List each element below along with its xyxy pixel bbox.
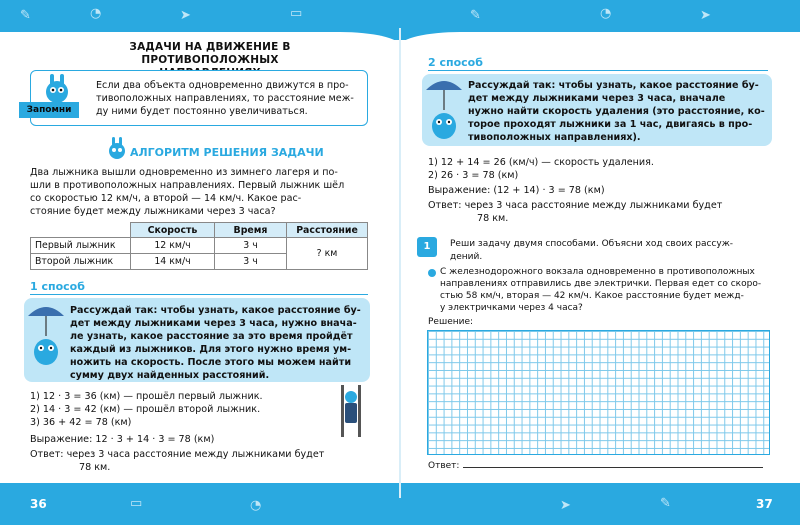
step-line: 1) 12 + 14 = 26 (км/ч) — скорость удаления. bbox=[428, 157, 654, 168]
hint-line: каждый из лыжников. Для этого нужно время ум- bbox=[70, 344, 352, 355]
skier-icon bbox=[338, 385, 364, 437]
method1-hint-text bbox=[70, 304, 364, 382]
pencil-doodle-icon: ✎ bbox=[470, 8, 481, 23]
ruler-doodle-icon: ▭ bbox=[290, 6, 303, 21]
task-line: Реши задачу двумя способами. Объясни ход своих рассуж- bbox=[450, 239, 734, 249]
problem-text bbox=[30, 166, 370, 218]
ruler-doodle-icon: ▭ bbox=[130, 496, 143, 511]
method1-title: 1 способ bbox=[30, 280, 85, 293]
method2-steps bbox=[428, 156, 768, 182]
step-line: 2) 26 · 3 = 78 (км) bbox=[428, 170, 519, 181]
answer-line: 78 км. bbox=[477, 213, 509, 224]
solution-grid[interactable] bbox=[427, 330, 770, 455]
hint-line: сумму двух найденных расстояний. bbox=[70, 370, 270, 381]
bullet-icon bbox=[428, 269, 436, 277]
problem-line: Два лыжника вышли одновременно из зимнего лагеря и по- bbox=[30, 167, 338, 178]
problem-line: стояние будет между лыжниками через 3 часа? bbox=[30, 206, 276, 217]
hint-line: дет между лыжниками через 3 часа, вначале bbox=[468, 93, 726, 104]
apple-doodle-icon: ◔ bbox=[90, 6, 102, 21]
method1-expression: Выражение: 12 · 3 + 14 · 3 = 78 (км) bbox=[30, 434, 215, 445]
step-line: 3) 36 + 42 = 78 (км) bbox=[30, 417, 132, 428]
method1-steps bbox=[30, 390, 330, 429]
remember-line: ду ними будет постоянно увеличиваться. bbox=[96, 106, 308, 117]
hint-line: тивоположных направлениях). bbox=[468, 132, 641, 143]
apple-doodle-icon: ◔ bbox=[250, 498, 262, 513]
hint-line: ножить на скорость. После этого мы можем найти bbox=[70, 357, 352, 368]
paper-plane-doodle-icon: ➤ bbox=[700, 8, 711, 23]
hint-line: ле узнать, какое расстояние за это время пройдёт bbox=[70, 331, 353, 342]
table-header: Время bbox=[215, 223, 287, 238]
answer-input-line[interactable] bbox=[463, 467, 763, 468]
table-header: Расстояние bbox=[287, 223, 368, 238]
step-line: 2) 14 · 3 = 42 (км) — прошёл второй лыжник. bbox=[30, 404, 261, 415]
algorithm-title: АЛГОРИТМ РЕШЕНИЯ ЗАДАЧИ bbox=[130, 146, 324, 159]
exercise-text bbox=[440, 266, 770, 314]
problem-line: шли в противоположных направлениях. Первый лыжник шёл bbox=[30, 180, 345, 191]
page-number-left: 36 bbox=[30, 497, 47, 511]
apple-doodle-icon: ◔ bbox=[600, 6, 612, 21]
hint-line: торое проходят лыжники за 1 час, двигаясь в про- bbox=[468, 119, 753, 130]
remember-line: тивоположных направлениях, то расстояние меж- bbox=[96, 93, 354, 104]
table-cell: ? км bbox=[287, 238, 368, 270]
page-title-line: ЗАДАЧИ НА ДВИЖЕНИЕ В ПРОТИВОПОЛОЖНЫХ bbox=[129, 41, 291, 66]
exercise-line: у электричками через 4 часа? bbox=[440, 303, 583, 313]
rabbit-mascot-icon bbox=[106, 136, 128, 160]
table-cell: 12 км/ч bbox=[131, 238, 215, 254]
remember-text bbox=[96, 79, 362, 118]
table-cell: Второй лыжник bbox=[31, 254, 131, 270]
task-line: дений. bbox=[450, 252, 483, 262]
exercise-line: С железнодорожного вокзала одновременно в противоположных bbox=[440, 267, 755, 277]
problem-line: со скоростью 12 км/ч, а второй — 14 км/ч. Какое рас- bbox=[30, 193, 302, 204]
hint-line: нужно найти скорость удаления (это расстояние, ко- bbox=[468, 106, 765, 117]
solution-label: Решение: bbox=[428, 317, 474, 327]
umbrella-rabbit-icon bbox=[424, 76, 464, 146]
remember-line: Если два объекта одновременно движутся в про- bbox=[96, 80, 349, 91]
table-cell: Первый лыжник bbox=[31, 238, 131, 254]
answer-line: Ответ: через 3 часа расстояние между лыжниками будет bbox=[428, 200, 723, 211]
page-number-right: 37 bbox=[756, 497, 773, 511]
exercise-line: направлениях отправились две электрички. Первая едет со скоро- bbox=[440, 279, 762, 289]
method1-divider bbox=[30, 294, 368, 295]
table-cell: 14 км/ч bbox=[131, 254, 215, 270]
table-cell: 3 ч bbox=[215, 254, 287, 270]
hint-line: Рассуждай так: чтобы узнать, какое расстояние бу- bbox=[70, 305, 361, 316]
paper-plane-doodle-icon: ➤ bbox=[560, 498, 571, 513]
exercise-line: стью 58 км/ч, вторая — 42 км/ч. Какое расстояние будет межд- bbox=[440, 291, 744, 301]
pencil-doodle-icon: ✎ bbox=[20, 8, 31, 23]
rabbit-mascot-icon bbox=[40, 72, 74, 106]
paper-plane-doodle-icon: ➤ bbox=[180, 8, 191, 23]
method2-answer bbox=[428, 199, 768, 225]
book-spine bbox=[399, 28, 401, 498]
data-table bbox=[30, 222, 368, 270]
task-number-badge: 1 bbox=[417, 237, 437, 257]
pencil-doodle-icon: ✎ bbox=[660, 496, 671, 511]
method1-answer bbox=[30, 448, 370, 474]
table-header bbox=[31, 223, 131, 238]
step-line: 1) 12 · 3 = 36 (км) — прошёл первый лыжник. bbox=[30, 391, 263, 402]
answer-label: Ответ: bbox=[428, 461, 460, 471]
hint-line: Рассуждай так: чтобы узнать, какое расстояние бу- bbox=[468, 80, 759, 91]
method2-divider bbox=[428, 70, 768, 71]
hint-line: дет между лыжниками через 3 часа, нужно внача- bbox=[70, 318, 357, 329]
answer-line: 78 км. bbox=[79, 462, 111, 473]
remember-tab: Запомни bbox=[19, 102, 79, 118]
task-instructions bbox=[450, 238, 770, 264]
method2-title: 2 способ bbox=[428, 56, 483, 69]
umbrella-rabbit-icon bbox=[26, 302, 66, 374]
table-cell: 3 ч bbox=[215, 238, 287, 254]
method2-expression: Выражение: (12 + 14) · 3 = 78 (км) bbox=[428, 185, 605, 196]
method2-hint-text bbox=[468, 79, 766, 144]
table-header: Скорость bbox=[131, 223, 215, 238]
answer-line: Ответ: через 3 часа расстояние между лыжниками будет bbox=[30, 449, 325, 460]
table-row bbox=[31, 238, 368, 254]
